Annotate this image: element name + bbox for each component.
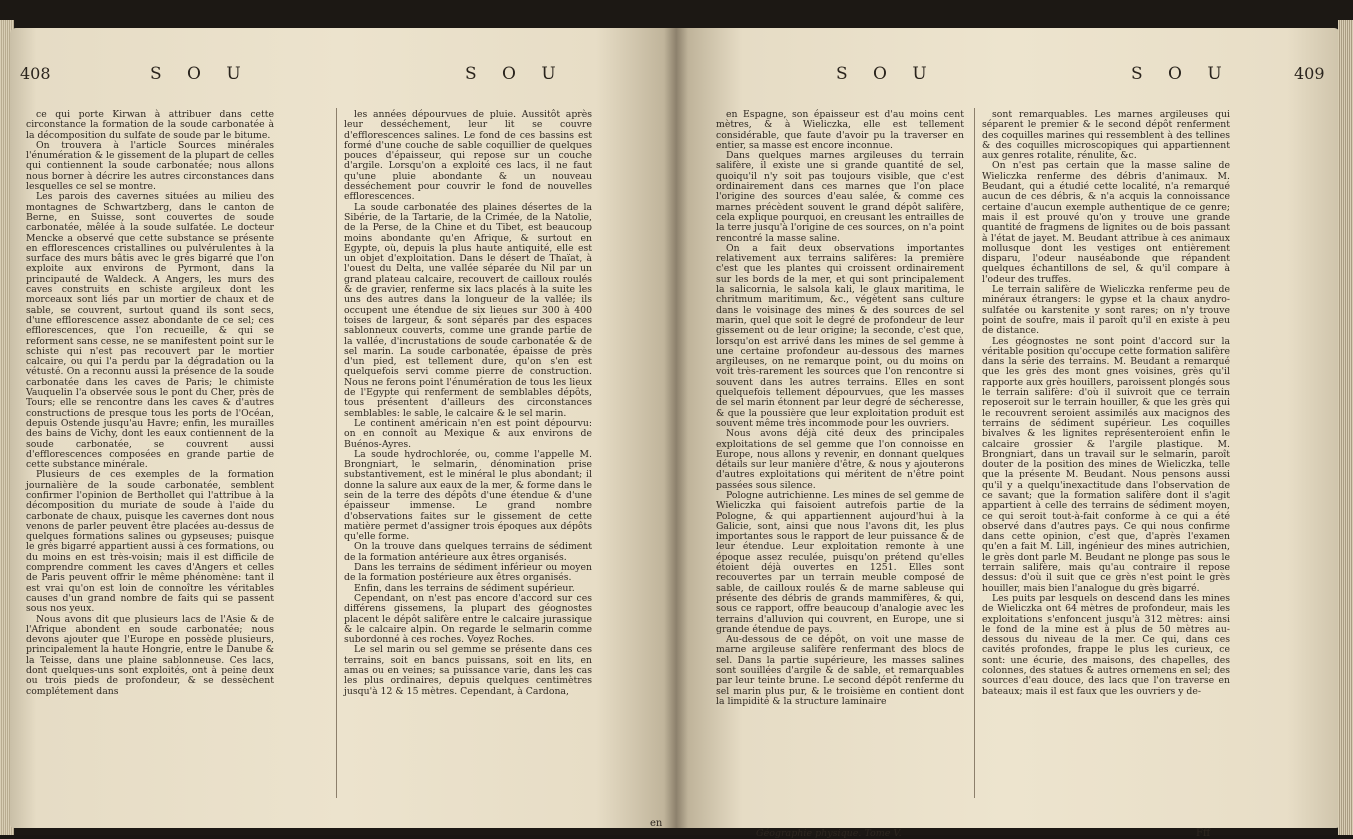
paragraph: Les géognostes ne sont point d'accord sur la véritable position qu'occupe cette formation salifère dans la série des terrains. M. Beudant a remarqué que les grès des mont gnes voisines, grès qu'il rapporte aux grès houillers, paroissent plongés sous le terrain salifère: d'où il suivroit que ce terrain reposeroit sur le terrain houiller, & que les grès qui le recouvrent seroient assimilés aux macignos des terrains de sédiment supérieur. Les coquilles bivalves & les lignites représenteroient enfin le calcaire grossier & l'argile plastique. M. Brongniart, dans un travail sur le selmarin, paroît douter de la position des mines de Wieliczka, telle que la présente M. Beudant. Nous pensons aussi qu'il y a quelqu'inexactitude dans l'observation de ce savant; que la formation salifère dont il s'agit appartient à celle des terrains de sédiment moyen, ce qui seroit tout-à-fait conforme à ce qui a été observé dans d'autres pays. Ce qui nous confirme dans cette opinion, c'est que, d'après l'examen qu'en a fait M. Lill, ingénieur des mines autrichien, le grès dont parle M. Beudant ne plonge pas sous le terrain salifère, mais qu'au contraire il repose dessus: d'où il suit que ce grès n'est point le grès houiller, mais bien l'analogue du grès bigarré. [982,335,1230,594]
paragraph: On n'est pas certain que la masse saline de Wieliczka renferme des débris d'animaux. M. Beudant, qui a étudié cette localité, n'a remarqué aucun de ces débris, & n'a acquis la connoissance certaine d'aucun exemple authentique de ce genre; mais il est prouvé qu'on y trouve une grande quantité de fragmens de lignites ou de bois passant à l'état de jayet. M. Beudant attribue à ces animaux mollusque dont les vestiges ont entièrement disparu, l'odeur nauséabonde que répandent quelques échantillons de sel, & qu'il compare à l'odeur des truffes. [982,160,1230,285]
left-page-number: 408 [20,64,51,83]
paragraph: ce qui porte Kirwan à attribuer dans cette circonstance la formation de la soude carbonatée à la décomposition du sulfate de soude par le bitume. [26,109,274,141]
paragraph: Nous avons dit que plusieurs lacs de l'Asie & de l'Afrique abondent en soude carbonatée; nous devons ajouter que l'Europe en possède plusieurs, principalement la haute Hongrie, entre le Danube & la Teisse, dans une plaine sablonneuse. Ces lacs, dont quelques-uns sont exploités, ont à peine deux ou trois pieds de profondeur, & se dessèchent complétement dans [26,613,274,697]
paragraph: On trouvera à l'article Sources minérales l'énumération & le gissement de la plupart de celles qui contiennent la soude carbonatée; nous allons nous borner à décrire les autres circonstances dans lesquelles ce sel se montre. [26,139,274,193]
left-running-head-1: S O U [150,64,251,84]
right-page-number: 409 [1294,64,1325,83]
paragraph: sont remarquables. Les marnes argileuses qui séparent le premier & le second dépôt renferment des coquilles marines qui ressemblent à des tellines & des coquilles microscopiques qui appartiennent aux genres rotalite, rénulite, &c. [982,109,1230,162]
paragraph: Dans les terrains de sédiment inférieur ou moyen de la formation postérieure aux êtres organisés. [344,562,592,584]
footer-volume: Géographie physique. Tome V. [756,828,902,839]
left-column-1 [26,110,274,810]
book-gutter [664,28,688,828]
paragraph: La soude hydrochlorée, ou, comme l'appelle M. Brongniart, le selmarin, dénomination prise substantivement, est le minéral le plus abondant; il donne la salure aux eaux de la mer, & forme dans le sein de la terre des dépôts d'une étendue & d'une épaisseur immense. Le grand nombre d'observations faites sur le gissement de cette matière permet d'assigner trois époques aux dépôts qu'elle forme. [344,448,592,543]
column-rule [974,108,975,798]
paragraph: On a fait deux observations importantes relativement aux terrains salifères: la première c'est que les plantes qui croissent ordinairement sur les bords de la mer, et qui sont principalement la salicornia, le salsola kali, le glaux maritima, le chritmum maritimum, &c., végètent sans culture dans le voisinage des mines & des sources de sel marin, quel que soit le degré de profondeur de leur gissement ou de leur origine; la seconde, c'est que, lorsqu'on est arrivé dans les mines de sel gemme à une certaine profondeur au-dessous des marnes argileuses, on ne remarque point, ou du moins on voit très-rarement les sources que l'on rencontre si souvent dans les autres terrains. Elles en sont quelquefois tellement dépourvues, que les masses de sel marin étonnent par leur degré de sécheresse, & que la poussière que leur exploitation produit est souvent même très incommode pour les ouvriers. [716,242,964,429]
right-running-head-2: S O U [1131,64,1232,84]
book-edge-right [1338,20,1353,835]
paragraph: Plusieurs de ces exemples de la formation journalière de la soude carbonatée, semblent confirmer l'opinion de Berthollet qui l'attribue à la décomposition du muriate de soude à l'aide du carbonate de chaux, puisque les cavernes dont nous venons de parler peuvent être placées au-dessus de quelques formations salines ou gypseuses; puisque le grès bigarré appartient aussi à ces formations, ou du moins en est très-voisin; mais il est difficile de comprendre comment les caves d'Angers et celles de Paris peuvent offrir le même phénomène: tant il est vrai qu'on est loin de connoître les véritables causes d'un grand nombre de faits qui se passent sous nos yeux. [26,469,274,615]
paragraph: Le terrain salifère de Wieliczka renferme peu de minéraux étrangers: le gypse et la chaux anydro-sulfatée ou karstenite y sont rares; on n'y trouve point de soufre, mais il paroît qu'il en existe à peu de distance. [982,284,1230,337]
right-running-head-1: S O U [836,64,937,84]
paragraph: Nous avons déjà cité deux des principales exploitations de sel gemme que l'on connoisse en Europe, nous allons y revenir, en donnant quelques détails sur leur manière d'être, & nous y ajouterons d'autres exploitations qui méritent de n'être point passées sous silence. [716,428,964,491]
column-rule [336,108,337,798]
paragraph: Les parois des cavernes situées au milieu des montagnes de Schwartzberg, dans le canton de Berne, en Suisse, sont couvertes de soude carbonatée, mêlée à la soude sulfatée. Le docteur Mencke a observé que cette substance se présente en efflorescences cristallines ou pulvérulentes à la surface des murs bâtis avec le grès bigarré que l'on exploite aux environs de Pyrmont, dans la principauté de Waldeck. A Angers, les murs des caves construits en schiste argileux dont les morceaux sont liés par un mortier de chaux et de sable, se couvrent, surtout quand ils sont secs, d'une efflorescence assez abondante de ce sel; ces efflorescences, que l'on recueille, & qui se reforment sans cesse, ne se manifestent point sur le schiste qui n'est pas recouvert par le mortier calcaire, ou qui l'a perdu par la dégradation ou la vétusté. On a reconnu aussi la présence de la soude carbonatée dans les caves de Paris; le chimiste Vauquelin l'a observée sous le pont du Cher, près de Tours; elle se rencontre dans les caves & d'autres constructions de presque tous les ports de l'Océan, depuis Ostende jusqu'au Havre; enfin, les murailles des bains de Vichy, dont les eaux contiennent de la soude carbonatée, se couvrent aussi d'efflorescences composées en grande partie de cette substance minérale. [26,191,274,471]
paragraph: Au-dessous de ce dépôt, on voit une masse de marne argileuse salifère renfermant des blocs de sel. Dans la partie supérieure, les masses salines sont souillées d'argile & de sable, et remarquables par leur teinte brune. Le second dépôt renferme du sel marin plus pur, & le troisième en contient dont la limpidité & la structure laminaire [716,634,964,707]
catchword: en [650,818,663,829]
paragraph: en Espagne, son épaisseur est d'au moins cent mètres, & à Wieliczka, elle est tellement considérable, que faute d'avoir pu la traverser en entier, sa masse est encore inconnue. [716,109,964,151]
paragraph: Le sel marin ou sel gemme se présente dans ces terrains, soit en bancs puissans, soit en lits, en amas ou en veines; sa puissance varie, dans les cas les plus ordinaires, depuis quelques centimètres jusqu'à 12 & 15 mètres. Cependant, à Cardona, [344,644,592,697]
paragraph: On la trouve dans quelques terrains de sédiment de la formation antérieure aux êtres organisés. [344,541,592,563]
left-running-head-2: S O U [465,64,566,84]
paragraph: Pologne autrichienne. Les mines de sel gemme de Wieliczka qui faisoient autrefois partie de la Pologne, & qui appartiennent aujourd'hui à la Galicie, sont, ainsi que nous l'avons dit, les plus importantes sous le rapport de leur puissance & de leur étendue. Leur exploitation remonte à une époque assez reculée, puisqu'on prétend qu'elles étoient déjà ouvertes en 1251. Elles sont recouvertes par un terrain meuble composé de sable, de cailloux roulés & de marne sableuse qui présente des débris de grands mammifères, & qui, sous ce rapport, offre beaucoup d'analogie avec les terrains d'alluvion qui couvrent, en Europe, une si grande étendue de pays. [716,489,964,635]
left-page [10,28,676,828]
right-page [676,28,1340,839]
paragraph: Les puits par lesquels on descend dans les mines de Wieliczka ont 64 mètres de profondeur, mais les exploitations s'enfoncent jusqu'à 312 mètres: ainsi le fond de la mine est à plus de 50 mètres au-dessous du niveau de la mer. Ce qui, dans ces cavités profondes, frappe le plus les curieux, ce sont: une écurie, des maisons, des chapelles, des colonnes, des statues & autres ornemens en sel; des sources d'eau douce, des lacs que l'on traverse en bateaux; mais il est faux que les ouvriers y de- [982,592,1230,697]
paragraph: Cependant, on n'est pas encore d'accord sur ces différens gissemens, la plupart des géognostes placent le dépôt salifère entre le calcaire jurassique & le calcaire alpin. On regarde le selmarin comme subordonné à ces roches. Voyez Roches. [344,592,592,646]
right-column-1 [716,110,964,810]
paragraph: Enfin, dans les terrains de sédiment supérieur. [354,582,575,594]
right-column-2 [982,110,1230,810]
left-column-2 [344,110,592,810]
paragraph: La soude carbonatée des plaines désertes de la Sibérie, de la Tartarie, de la Crimée, de la Natolie, de la Perse, de la Chine et du Tibet, est beaucoup moins abondante qu'en Afrique, & surtout en Egypte, où, depuis la plus haute antiquité, elle est un objet d'exploitation. Dans le désert de Thaïat, à l'ouest du Delta, une vallée séparée du Nil par un grand plateau calcaire, recouvert de cailloux roulés & de gravier, renferme six lacs placés à la suite les uns des autres dans la longueur de la vallée; ils occupent une étendue de six lieues sur 300 à 400 toises de largeur, & sont séparés par des espaces sablonneux couverts, comme une grande partie de la vallée, d'incrustations de soude carbonatée & de sel marin. La soude carbonatée, épaisse de près d'un pied, est tellement dure, qu'on s'en est quelquefois servi comme pierre de construction. Nous ne ferons point l'énumération de tous les lieux de l'Egypte qui renferment de semblables dépôts, tous présentent d'ailleurs des circonstances semblables: le sable, le calcaire & le sel marin. [344,201,592,419]
paragraph: Dans quelques marnes argileuses du terrain salifère, il existe une si grande quantité de sel, quoiqu'il n'y soit pas toujours visible, que c'est ordinairement dans ces marnes que l'on place l'origine des sources d'eau salée, & comme ces marnes précèdent souvent le grand dépôt salifère, cela explique pourquoi, en creusant les entrailles de la terre jusqu'à l'origine de ces sources, on n'a point rencontré la masse saline. [716,150,964,244]
paragraph: les années dépourvues de pluie. Aussitôt après leur desséchement, leur lit se couvre d'efflorescences salines. Le fond de ces bassins est formé d'une couche de sable coquillier de quelques pouces d'épaisseur, qui repose sur un couche d'argile. Lorsqu'on a exploité ces lacs, il ne faut qu'une pluie abondante & un nouveau desséchement pour couvrir le fond de nouvelles efflorescences. [344,109,592,203]
signature-mark: Fff [1196,828,1211,839]
paragraph: Le continent américain n'en est point dépourvu: on en connoît au Mexique & aux environs de Buénos-Ayres. [344,417,592,450]
